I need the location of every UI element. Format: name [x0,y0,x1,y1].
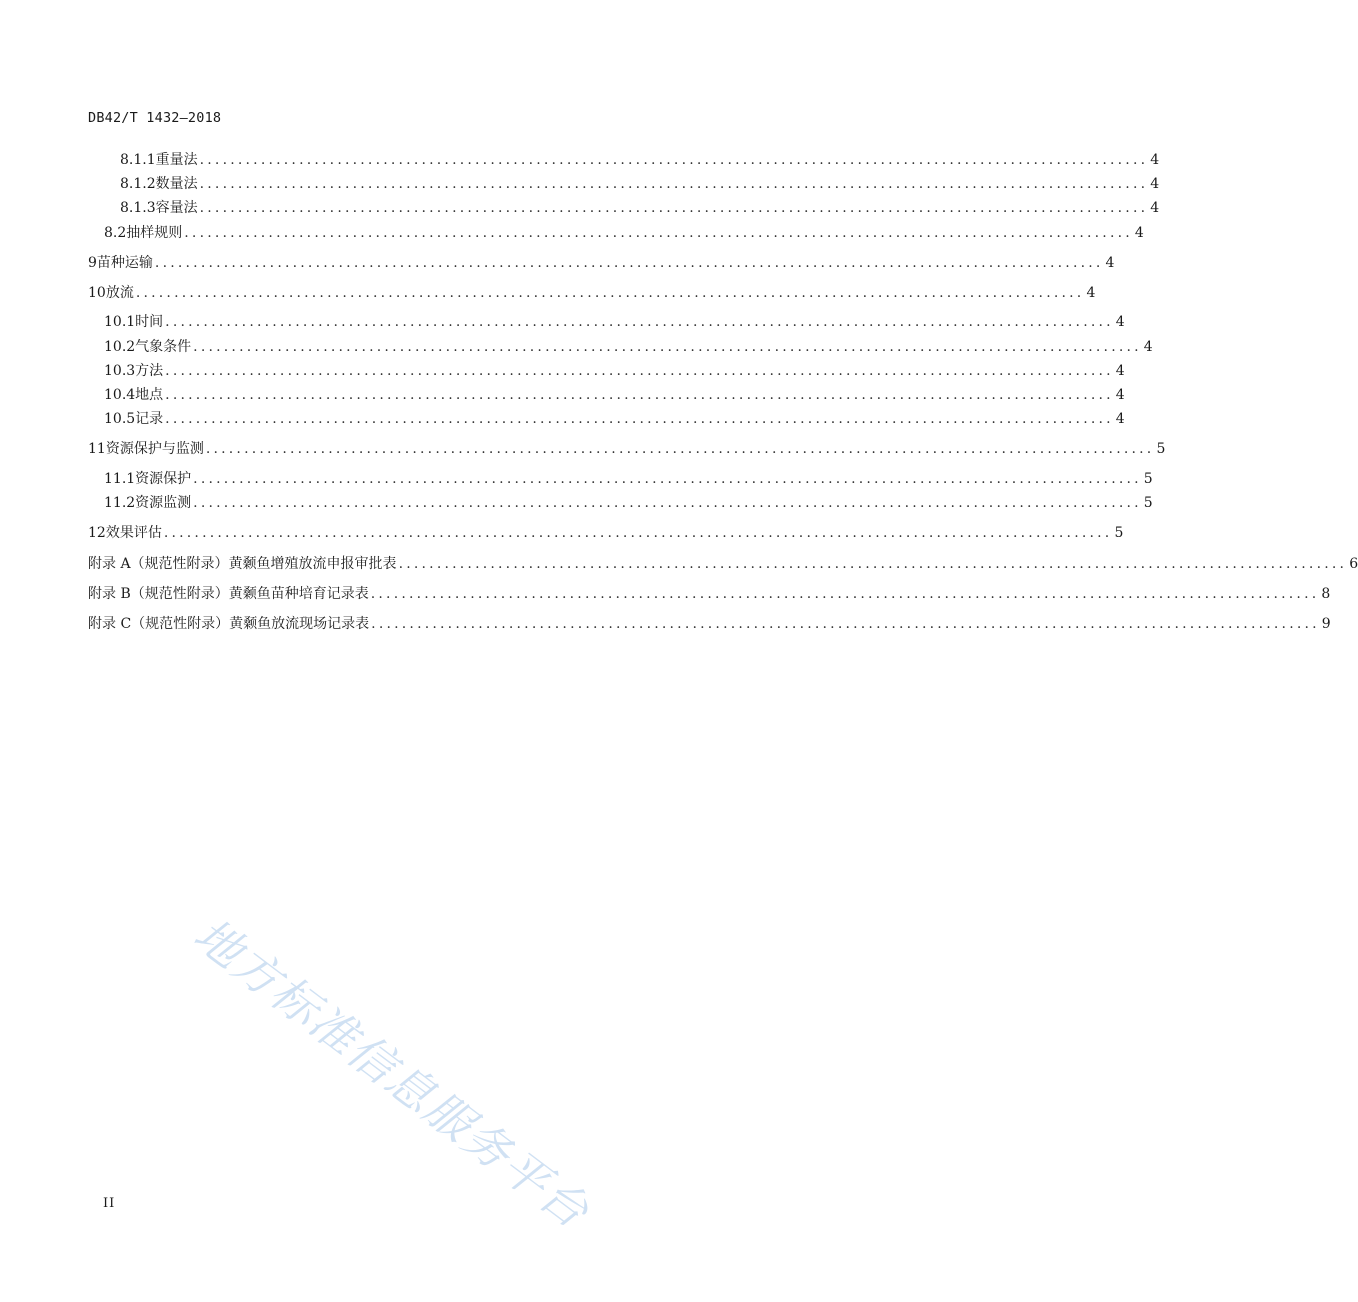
toc-entry-page: 4 [1150,152,1160,168]
toc-entry-number: 8.1.3 [120,200,156,216]
document-code: DB42/T 1432—2018 [88,110,222,126]
toc-entry[interactable] [88,523,1124,543]
toc-entry-number: 9 [88,255,97,271]
toc-entry[interactable] [88,584,1331,604]
toc-entry-title: 数量法 [155,176,198,192]
toc-entry[interactable] [120,150,1160,170]
toc-entry-page: 4 [1150,200,1160,216]
toc-leader-dots: ............................................................................................................................ [370,586,1320,602]
toc-entry-number: 附录 B（规范性附录） [88,586,229,602]
toc-leader-dots: ............................................................................................................................ [165,411,1114,427]
toc-entry[interactable] [104,337,1153,357]
toc-leader-dots: ............................................................................................................................ [163,525,1113,541]
toc-entry-page: 4 [1105,255,1115,271]
toc-entry[interactable] [104,493,1153,513]
toc-entry-page: 4 [1115,363,1125,379]
toc-entry-number: 11.2 [104,495,136,511]
toc-entry[interactable] [104,409,1125,429]
toc-entry-number: 8.2 [104,225,127,241]
toc-entry[interactable] [104,312,1125,332]
toc-entry-title: 放流 [105,285,134,301]
toc-entry-page: 4 [1143,339,1153,355]
toc-entry-number: 10.2 [104,339,136,355]
toc-entry-page: 6 [1349,556,1358,572]
toc-entry-title: 时间 [135,314,164,330]
toc-entry-number: 10.1 [104,314,136,330]
toc-leader-dots: ............................................................................................................................ [165,314,1114,330]
toc-entry-title: 重量法 [155,152,198,168]
toc-entry-title: 苗种运输 [96,255,153,271]
toc-entry-number: 12 [88,525,106,541]
toc-leader-dots: ............................................................................................................................ [199,200,1149,216]
toc-entry-title: 地点 [135,387,164,403]
toc-leader-dots: ............................................................................................................................ [193,339,1142,355]
toc-leader-dots: ............................................................................................................................ [165,387,1114,403]
toc-entry-number: 8.1.2 [120,176,156,192]
toc-entry-title: 容量法 [155,200,198,216]
toc-entry-page: 8 [1321,586,1331,602]
toc-leader-dots: ............................................................................................................................ [371,616,1320,632]
toc-entry-page: 4 [1115,411,1125,427]
toc-entry-title: 记录 [135,411,164,427]
toc-entry-number: 附录 A（规范性附录） [88,556,229,572]
toc-leader-dots: ............................................................................................................................ [398,556,1348,572]
toc-entry-number: 11 [88,441,106,457]
toc-entry[interactable] [120,198,1160,218]
toc-entry-page: 9 [1321,616,1331,632]
toc-entry-number: 10.3 [104,363,136,379]
toc-leader-dots: ............................................................................................................................ [165,363,1114,379]
toc-entry-page: 4 [1115,314,1125,330]
toc-entry[interactable] [104,469,1153,489]
toc-entry[interactable] [88,614,1331,634]
toc-entry-title: 气象条件 [135,339,192,355]
toc-entry-title: 黄颡鱼增殖放流申报审批表 [228,556,397,572]
toc-leader-dots: ............................................................................................................................ [135,285,1085,301]
toc-leader-dots: ............................................................................................................................ [184,225,1133,241]
toc-entry-title: 黄颡鱼放流现场记录表 [229,616,370,632]
toc-entry[interactable] [120,174,1160,194]
toc-leader-dots: ............................................................................................................................ [154,255,1104,271]
toc-entry-number: 10 [88,285,106,301]
toc-leader-dots: ............................................................................................................................ [199,152,1149,168]
toc-leader-dots: ............................................................................................................................ [205,441,1155,457]
toc-leader-dots: ............................................................................................................................ [193,471,1142,487]
toc-entry-title: 方法 [135,363,164,379]
toc-entry[interactable] [88,283,1096,303]
toc-entry[interactable] [88,439,1166,459]
toc-entry-page: 5 [1143,495,1153,511]
toc-entry-number: 8.1.1 [120,152,156,168]
toc-entry-number: 10.5 [104,411,136,427]
toc-entry-number: 附录 C（规范性附录） [88,616,230,632]
toc-entry-page: 5 [1114,525,1124,541]
toc-entry-title: 资源监测 [135,495,192,511]
toc-entry-page: 4 [1134,225,1144,241]
toc-entry-page: 5 [1156,441,1166,457]
toc-entry-title: 抽样规则 [126,225,183,241]
toc-entry-page: 4 [1086,285,1096,301]
toc-entry-page: 4 [1150,176,1160,192]
page-number: II [103,1196,116,1211]
toc-entry[interactable] [88,554,1358,574]
toc-entry-page: 4 [1115,387,1125,403]
toc-entry-page: 5 [1143,471,1153,487]
toc-entry-title: 资源保护 [135,471,192,487]
toc-entry-title: 黄颡鱼苗种培育记录表 [228,586,369,602]
toc-entry[interactable] [104,385,1125,405]
toc-entry-title: 效果评估 [105,525,162,541]
toc-entry-number: 10.4 [104,387,136,403]
watermark: 地方标准信息服务平台 [184,907,600,1240]
toc-entry[interactable] [88,253,1115,273]
toc-leader-dots: ............................................................................................................................ [193,495,1142,511]
toc-leader-dots: ............................................................................................................................ [199,176,1149,192]
toc-entry-number: 11.1 [104,471,136,487]
toc-entry[interactable] [104,223,1144,243]
toc-entry[interactable] [104,361,1125,381]
toc-entry-title: 资源保护与监测 [105,441,204,457]
